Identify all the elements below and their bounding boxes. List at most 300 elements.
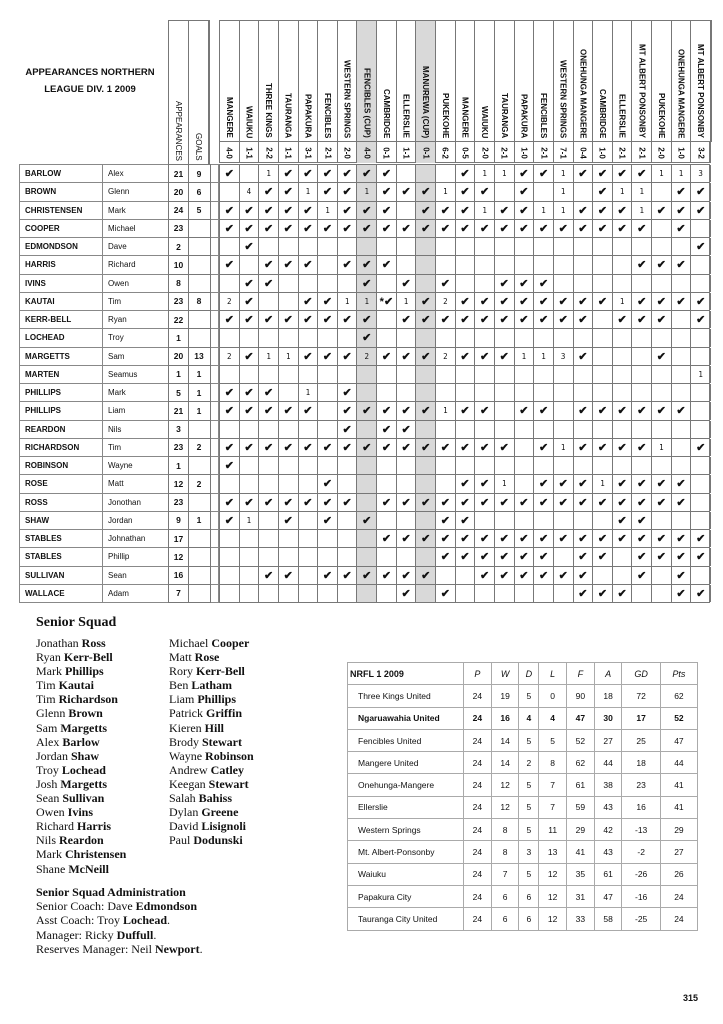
goals-cell: 3 — [554, 348, 574, 365]
tick-icon: ✔ — [279, 567, 299, 584]
empty-cell — [652, 366, 672, 383]
empty-cell — [613, 238, 633, 255]
tick-icon: ✔ — [377, 183, 397, 200]
tick-icon: ✔ — [672, 220, 692, 237]
player-first-name: Wayne — [108, 461, 133, 471]
empty-cell — [632, 348, 652, 365]
league-value: 52 — [567, 729, 595, 751]
player-goals — [189, 494, 209, 511]
empty-cell — [220, 183, 240, 200]
tick-icon: ✔ — [672, 475, 692, 492]
empty-cell — [554, 421, 574, 438]
empty-cell — [613, 348, 633, 365]
empty-cell — [456, 256, 476, 273]
player-appearances: 16 — [169, 567, 189, 584]
tick-icon: ✔ — [220, 165, 240, 182]
league-team: Three Kings United — [348, 685, 464, 707]
player-last-name: HARRIS — [20, 256, 103, 273]
league-column-header: GD — [622, 663, 660, 685]
squad-last-name: Robinson — [205, 748, 254, 763]
squad-last-name: Bahiss — [198, 791, 233, 806]
tick-icon: ✔ — [632, 439, 652, 456]
match-score: 1-0 — [676, 146, 686, 159]
league-value: 5 — [519, 819, 539, 841]
tick-icon: ✔ — [534, 275, 554, 292]
squad-first-name: Paul — [169, 833, 191, 848]
player-appearances: 20 — [169, 348, 189, 365]
player-goals — [189, 256, 209, 273]
tick-icon: ✔ — [574, 311, 594, 328]
empty-cell — [475, 512, 495, 529]
empty-cell — [416, 457, 436, 474]
match-header-cell — [632, 21, 652, 142]
tick-icon: ✔ — [495, 494, 515, 511]
league-value: 7 — [491, 863, 519, 885]
tick-icon: ✔ — [318, 567, 338, 584]
goals-cell: 1 — [299, 183, 319, 200]
empty-cell — [220, 329, 240, 346]
match-score: 2-1 — [323, 146, 332, 159]
league-value: 41 — [660, 774, 697, 796]
empty-cell — [574, 329, 594, 346]
player-stats-row — [169, 311, 210, 329]
empty-cell — [691, 329, 711, 346]
goals-cell: 1 — [691, 366, 711, 383]
tick-icon: ✔ — [259, 439, 279, 456]
squad-member — [169, 721, 254, 735]
player-first-name: Michael — [108, 223, 136, 233]
admin-role-suffix: . — [153, 927, 157, 942]
match-score: 0-1 — [421, 146, 431, 159]
league-column-header: D — [519, 663, 539, 685]
player-goals — [189, 421, 209, 438]
empty-cell — [397, 457, 417, 474]
league-value: 5 — [519, 729, 539, 751]
empty-cell — [475, 421, 495, 438]
empty-cell — [652, 421, 672, 438]
empty-cell — [613, 457, 633, 474]
empty-cell — [299, 457, 319, 474]
empty-cell — [593, 384, 613, 401]
match-opponent: TAURANGA — [283, 92, 293, 138]
league-team: Western Springs — [348, 819, 464, 841]
empty-cell — [672, 421, 692, 438]
empty-cell — [456, 329, 476, 346]
player-first-name: Jonothan — [108, 497, 141, 507]
appearances-header — [169, 21, 189, 165]
empty-cell — [299, 329, 319, 346]
empty-cell — [593, 567, 613, 584]
tick-icon: ✔ — [574, 293, 594, 310]
league-value: 23 — [622, 774, 660, 796]
empty-cell — [397, 256, 417, 273]
empty-cell — [416, 238, 436, 255]
empty-cell — [279, 457, 299, 474]
match-header-cell — [259, 21, 279, 142]
empty-cell — [475, 384, 495, 401]
empty-cell — [299, 421, 319, 438]
tick-icon: ✔ — [691, 530, 711, 547]
empty-cell — [279, 293, 299, 310]
tick-icon: ✔ — [397, 311, 417, 328]
tick-icon: ✔ — [416, 567, 436, 584]
empty-cell — [220, 366, 240, 383]
empty-cell — [220, 421, 240, 438]
league-value: 6 — [519, 885, 539, 907]
empty-cell — [475, 585, 495, 602]
squad-member — [169, 791, 254, 805]
league-value: 27 — [594, 729, 622, 751]
tick-icon: ✔ — [338, 183, 358, 200]
tick-icon: ✔ — [416, 402, 436, 419]
tick-icon: ✔ — [397, 421, 417, 438]
empty-cell — [279, 238, 299, 255]
empty-cell — [613, 548, 633, 565]
empty-cell — [672, 439, 692, 456]
empty-cell — [613, 366, 633, 383]
player-appearances: 22 — [169, 311, 189, 328]
league-column-header: F — [567, 663, 595, 685]
tick-icon: ✔ — [259, 311, 279, 328]
match-score: 3-1 — [303, 146, 313, 159]
tick-icon: ✔ — [456, 530, 476, 547]
tick-icon: ✔ — [259, 256, 279, 273]
player-appearances: 21 — [169, 165, 189, 182]
empty-cell — [338, 530, 358, 547]
tick-icon: ✔ — [259, 220, 279, 237]
tick-icon: ✔ — [632, 165, 652, 182]
match-score: 0-5 — [460, 146, 470, 159]
player-stats-row — [169, 475, 210, 493]
empty-cell — [357, 530, 377, 547]
empty-cell — [279, 329, 299, 346]
empty-cell — [593, 238, 613, 255]
player-stats-row — [169, 256, 210, 274]
league-value: 72 — [622, 685, 660, 707]
goals-cell: 2 — [357, 348, 377, 365]
appearance-grid — [219, 164, 710, 603]
match-score: 1-1 — [401, 146, 411, 159]
squad-member — [36, 650, 126, 664]
tick-icon: ✔ — [515, 165, 535, 182]
empty-cell — [456, 275, 476, 292]
league-value: 27 — [660, 841, 697, 863]
goals-cell: 1 — [259, 165, 279, 182]
league-value: 13 — [539, 841, 567, 863]
player-grid-row — [220, 202, 709, 220]
tick-icon: ✔ — [299, 439, 319, 456]
empty-cell — [220, 548, 240, 565]
match-score-cell — [593, 142, 613, 163]
league-value: 18 — [622, 752, 660, 774]
squad-first-name: Troy — [36, 762, 59, 777]
match-header-cell — [436, 21, 456, 142]
empty-cell — [574, 457, 594, 474]
tick-icon: ✔ — [632, 402, 652, 419]
goals-cell: 1 — [652, 439, 672, 456]
goals-cell: 1 — [613, 183, 633, 200]
empty-cell — [259, 530, 279, 547]
tick-icon: ✔ — [279, 439, 299, 456]
match-header-cell — [357, 21, 377, 142]
tick-icon: ✔ — [318, 512, 338, 529]
match-score-cell — [357, 142, 377, 163]
empty-cell — [220, 567, 240, 584]
empty-cell — [240, 421, 260, 438]
empty-cell — [534, 329, 554, 346]
empty-cell — [240, 530, 260, 547]
player-first-name: Sean — [108, 570, 127, 580]
tick-icon: ✔ — [240, 439, 260, 456]
tick-icon: ✔ — [691, 585, 711, 602]
match-score-cell — [574, 142, 594, 163]
player-goals: 1 — [196, 369, 202, 380]
match-opponent: WAIUKU — [480, 105, 490, 138]
tick-icon: ✔ — [436, 202, 456, 219]
league-value: 31 — [567, 885, 595, 907]
squad-first-name: Ryan — [36, 650, 61, 665]
empty-cell — [259, 548, 279, 565]
goals-cell: 1 — [515, 348, 535, 365]
player-appearances: 8 — [169, 275, 189, 292]
tick-icon: ✔ — [632, 311, 652, 328]
empty-cell — [574, 183, 594, 200]
tick-icon: ✔ — [416, 293, 436, 310]
empty-cell — [475, 457, 495, 474]
match-score-cell — [318, 142, 338, 163]
empty-cell — [652, 457, 672, 474]
tick-icon: ✔ — [475, 293, 495, 310]
empty-cell — [495, 512, 515, 529]
tick-icon: ✔ — [279, 311, 299, 328]
tick-icon: ✔ — [652, 202, 672, 219]
empty-cell — [456, 421, 476, 438]
player-last-name: CHRISTENSEN — [20, 202, 103, 219]
empty-cell — [456, 238, 476, 255]
player-grid-row — [220, 329, 709, 347]
tick-icon: ✔ — [593, 585, 613, 602]
tick-icon: ✔ — [416, 183, 436, 200]
player-appearances: 12 — [169, 475, 189, 492]
admin-role-label: Reserves Manager: Neil — [36, 941, 155, 956]
squad-first-name: Rory — [169, 664, 193, 679]
empty-cell — [357, 494, 377, 511]
tick-icon: ✔ — [416, 530, 436, 547]
empty-cell — [338, 238, 358, 255]
empty-cell — [279, 475, 299, 492]
tick-icon: ✔ — [613, 402, 633, 419]
league-value: 26 — [660, 863, 697, 885]
squad-last-name: Barlow — [62, 734, 100, 749]
empty-cell — [593, 275, 613, 292]
tick-icon: ✔ — [397, 220, 417, 237]
empty-cell — [279, 421, 299, 438]
empty-cell — [691, 494, 711, 511]
squad-member — [36, 721, 126, 735]
goals-header — [189, 21, 209, 165]
empty-cell — [416, 475, 436, 492]
tick-icon: ✔ — [456, 512, 476, 529]
empty-cell — [554, 548, 574, 565]
league-value: -2 — [622, 841, 660, 863]
tick-icon: ✔ — [357, 311, 377, 328]
tick-icon: *✔ — [377, 293, 397, 310]
player-goals: 6 — [196, 186, 202, 197]
match-header — [219, 20, 712, 142]
league-value: 5 — [519, 796, 539, 818]
empty-cell — [652, 238, 672, 255]
player-stats-row — [169, 512, 210, 530]
tick-icon: ✔ — [220, 457, 240, 474]
empty-cell — [672, 384, 692, 401]
tick-icon: ✔ — [672, 402, 692, 419]
tick-icon: ✔ — [574, 567, 594, 584]
squad-first-name: Glenn — [36, 706, 66, 721]
tick-icon: ✔ — [593, 402, 613, 419]
match-score: 7-1 — [558, 146, 568, 159]
tick-icon: ✔ — [613, 165, 633, 182]
player-first-name: Matt — [108, 479, 124, 489]
empty-cell — [515, 457, 535, 474]
empty-cell — [613, 256, 633, 273]
tick-icon: ✔ — [240, 384, 260, 401]
empty-cell — [475, 238, 495, 255]
squad-member — [169, 749, 254, 763]
tick-icon: ✔ — [691, 548, 711, 565]
match-header-cell — [220, 21, 240, 142]
tick-icon: ✔ — [377, 494, 397, 511]
tick-icon: ✔ — [240, 202, 260, 219]
admin-role — [36, 928, 203, 942]
tick-icon: ✔ — [672, 183, 692, 200]
empty-cell — [240, 165, 260, 182]
league-value: 42 — [594, 819, 622, 841]
tick-icon: ✔ — [495, 311, 515, 328]
league-value: -16 — [622, 885, 660, 907]
league-value: 0 — [539, 685, 567, 707]
empty-cell — [377, 585, 397, 602]
match-opponent: ELLERSLIE — [401, 93, 411, 138]
match-score: 2-0 — [656, 146, 666, 159]
goals-cell: 1 — [632, 202, 652, 219]
tick-icon: ✔ — [357, 402, 377, 419]
tick-icon: ✔ — [495, 220, 515, 237]
tick-icon: ✔ — [613, 202, 633, 219]
tick-icon: ✔ — [515, 202, 535, 219]
player-grid-row — [220, 311, 709, 329]
tick-icon: ✔ — [318, 220, 338, 237]
empty-cell — [515, 421, 535, 438]
league-team: Mangere United — [348, 752, 464, 774]
tick-icon: ✔ — [632, 475, 652, 492]
admin-role-label: Manager: Ricky — [36, 927, 117, 942]
league-row — [348, 841, 698, 863]
empty-cell — [259, 238, 279, 255]
empty-cell — [338, 475, 358, 492]
tick-icon: ✔ — [515, 567, 535, 584]
match-opponent: MANUREWA (CUP) — [421, 65, 431, 138]
tick-icon: ✔ — [632, 494, 652, 511]
league-value: 43 — [594, 841, 622, 863]
match-opponent: CAMBRIDGE — [381, 88, 391, 138]
player-grid-row — [220, 238, 709, 256]
match-header-cell — [574, 21, 594, 142]
tick-icon: ✔ — [574, 402, 594, 419]
tick-icon: ✔ — [691, 202, 711, 219]
goals-cell: 1 — [357, 293, 377, 310]
empty-cell — [436, 384, 456, 401]
player-stats-row — [169, 439, 210, 457]
empty-cell — [691, 384, 711, 401]
player-last-name: KERR-BELL — [20, 311, 103, 328]
squad-last-name: Brown — [68, 706, 103, 721]
empty-cell — [456, 384, 476, 401]
match-header-cell — [613, 21, 633, 142]
league-value: -26 — [622, 863, 660, 885]
tick-icon: ✔ — [456, 475, 476, 492]
squad-first-name: Jordan — [36, 748, 68, 763]
tick-icon: ✔ — [299, 348, 319, 365]
admin-role — [36, 899, 203, 913]
tick-icon: ✔ — [397, 402, 417, 419]
player-grid-row — [220, 475, 709, 493]
tick-icon: ✔ — [652, 548, 672, 565]
squad-member — [36, 862, 126, 876]
tick-icon: ✔ — [574, 548, 594, 565]
tick-icon: ✔ — [279, 512, 299, 529]
tick-icon: ✔ — [456, 293, 476, 310]
empty-cell — [613, 384, 633, 401]
empty-cell — [515, 512, 535, 529]
tick-icon: ✔ — [338, 256, 358, 273]
tick-icon: ✔ — [377, 256, 397, 273]
league-team: Waiuku — [348, 863, 464, 885]
squad-first-name: Salah — [169, 791, 196, 806]
league-team: Ellerslie — [348, 796, 464, 818]
tick-icon: ✔ — [691, 311, 711, 328]
player-goals — [189, 220, 209, 237]
tick-icon: ✔ — [672, 293, 692, 310]
empty-cell — [613, 329, 633, 346]
tick-icon: ✔ — [357, 165, 377, 182]
empty-cell — [456, 585, 476, 602]
squad-member — [36, 833, 126, 847]
tick-icon: ✔ — [338, 348, 358, 365]
tick-icon: ✔ — [475, 348, 495, 365]
tick-icon: ✔ — [397, 348, 417, 365]
tick-icon: ✔ — [534, 293, 554, 310]
tick-icon: ✔ — [495, 530, 515, 547]
tick-icon: ✔ — [357, 439, 377, 456]
goals-cell: 1 — [495, 165, 515, 182]
tick-icon: ✔ — [377, 348, 397, 365]
league-row — [348, 707, 698, 729]
player-stats-row — [169, 421, 210, 439]
empty-cell — [318, 366, 338, 383]
empty-cell — [691, 475, 711, 492]
empty-cell — [691, 348, 711, 365]
admin-role-label: Senior Coach: Dave — [36, 899, 136, 914]
goals-cell: 1 — [495, 475, 515, 492]
empty-cell — [593, 512, 613, 529]
empty-cell — [652, 183, 672, 200]
empty-cell — [495, 457, 515, 474]
goals-cell: 1 — [554, 165, 574, 182]
squad-last-name: Ross — [81, 636, 106, 650]
league-value: 25 — [622, 729, 660, 751]
player-appearances: 23 — [169, 293, 189, 310]
tick-icon: ✔ — [652, 402, 672, 419]
